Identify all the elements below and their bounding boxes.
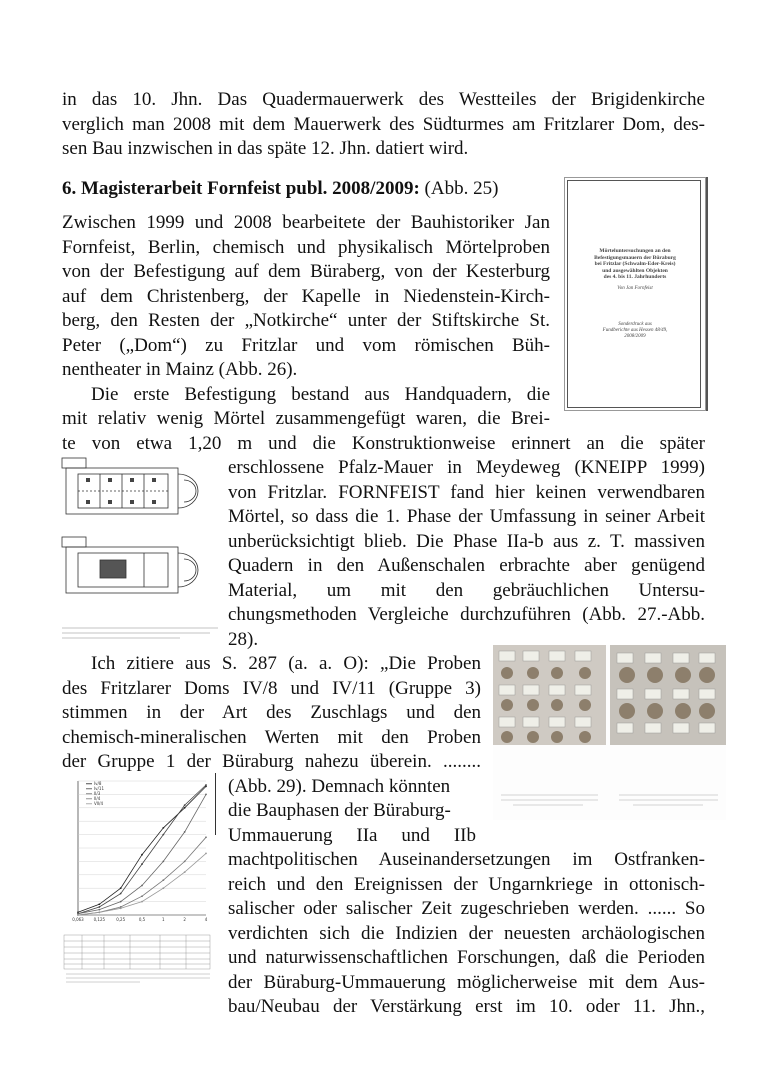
chart-point: [184, 804, 186, 806]
para2-line-10: chungsmethoden Vergleiche durchzuführen (Abb. 27.-Abb.: [228, 604, 705, 625]
chart-x-tick-label: 1: [162, 917, 165, 922]
chart-point: [120, 901, 122, 903]
book-cover-footer: [573, 322, 697, 340]
para2-line-5: von Fritzlar. FORNFEIST fand hier keinen verwendbaren: [228, 481, 705, 503]
grain-size-chart-figure: [60, 775, 216, 990]
chart-point: [98, 906, 100, 908]
para3-line-9: machtpolitischen Auseinandersetzungen im Ostfranken-: [228, 849, 705, 870]
chart-x-tick-label: 2: [183, 917, 186, 922]
chart-point: [141, 863, 143, 865]
mortar-samples-photo: [493, 645, 726, 820]
book-footer-line-1: Sonderdruck aus: [618, 322, 652, 327]
para2-line-4: erschlossene Pfalz-Mauer in Meydeweg (KNEIPP 1999): [228, 457, 705, 478]
chart-legend-label: II/4: [94, 796, 101, 801]
book-cover-title: [573, 248, 697, 281]
book-title-line-5: des 4. bis 11. Jahrhunderts: [603, 274, 667, 281]
chart-series-line: [78, 837, 206, 915]
chart-point: [141, 901, 143, 903]
chart-point: [184, 831, 186, 833]
grain-size-chart: [60, 775, 216, 990]
chart-point: [205, 852, 207, 854]
book-cover-figure: [564, 177, 706, 411]
chart-point: [141, 885, 143, 887]
chart-point: [162, 827, 164, 829]
chart-point: [184, 807, 186, 809]
chart-point: [162, 834, 164, 836]
chart-x-tick-label: 0,5: [138, 917, 146, 922]
para3-line-5: der Gruppe 1 der Büraburg nahezu überein. ........: [62, 751, 481, 772]
chart-point: [98, 911, 100, 913]
para3-line-15: bau/Neubau der Verstärkung erst im 10. oder 11. Jhn.,: [228, 996, 705, 1017]
chart-point: [141, 895, 143, 897]
figure-divider: [215, 773, 216, 835]
para3-line-7: die Bauphasen der Büraburg-: [228, 800, 451, 821]
para1-line-3: von der Befestigung auf dem Büraberg, von der Kesterburg: [62, 261, 550, 282]
chart-x-tick-label: 4: [204, 917, 208, 922]
para1-line-5: berg, den Resten der „Notkirche“ unter der Stiftskirche St.: [62, 310, 550, 331]
para2-line-6: Mörtel, so dass die 1. Phase der Umfassung in seiner Arbeit: [228, 506, 705, 527]
chart-point: [184, 871, 186, 873]
section-heading: [62, 177, 498, 202]
para3-line-13: und naturwissenschaftlichen Forschungen, daß die Perioden: [228, 947, 705, 968]
chart-point: [98, 903, 100, 905]
chart-point: [120, 887, 122, 889]
chart-point: [77, 914, 79, 916]
para2-line-9: Material, um mit den gebräuchlichen Untersu-: [228, 579, 705, 601]
para2-line-2: mit relativ wenig Mörtel zusammengefügt waren, die Brei-: [62, 408, 550, 429]
para3-line-10: reich und den Ereignissen der Ungarnkriege in ottonisch-: [228, 873, 705, 895]
book-title-line-2: Befestigungsmauern der Büraburg: [594, 254, 676, 261]
para2-line-8: Quadern in den Außenschalen erbrachte aber genügend: [228, 555, 705, 576]
intro-line-1: in das 10. Jhn. Das Quadermauerwerk des Westteiles der Brigidenkirche: [62, 89, 705, 110]
section-heading-ref: (Abb. 25): [419, 178, 499, 199]
para1-line-4: auf dem Christenberg, der Kapelle in Niedenstein-Kirch-: [62, 285, 550, 307]
chart-point: [205, 794, 207, 796]
chart-legend-label: VII/4: [94, 801, 103, 806]
chart-point: [205, 784, 207, 786]
para2-line-3: te von etwa 1,20 m und die Konstruktionweise erinnert an die später: [62, 432, 705, 454]
chart-point: [184, 861, 186, 863]
chart-point: [205, 836, 207, 838]
para1-line-1: Zwischen 1999 und 2008 bearbeitete der Bauhistoriker Jan: [62, 212, 550, 233]
book-footer-line-2: Fundberichte aus Hessen 48/49,: [602, 328, 668, 333]
section-heading-bold: 6. Magisterarbeit Fornfeist publ. 2008/2009:: [62, 178, 420, 199]
para1-line-2: Fornfeist, Berlin, chemisch und physikalisch Mörtelproben: [62, 236, 550, 258]
book-title-line-3: bei Fritzlar (Schwalm-Eder-Kreis): [594, 261, 676, 268]
para1-line-6: Peter („Dom“) zu Fritzlar und vom römischen Büh-: [62, 334, 550, 356]
chart-x-tick-label: 0,063: [72, 917, 84, 922]
samples-photo-drawing: [493, 645, 726, 820]
chart-point: [162, 887, 164, 889]
chart-point: [141, 854, 143, 856]
book-cover-author: Von Jan Fornfeist: [617, 286, 653, 291]
book-title-line-4: und ausgewählten Objekten: [602, 267, 668, 274]
para3-line-1: Ich zitiere aus S. 287 (a. a. O): „Die Proben: [91, 653, 481, 674]
intro-line-3: sen Bau inzwischen in das späte 12. Jhn. datiert wird.: [62, 138, 469, 159]
book-footer-line-3: 2008/2009: [624, 334, 646, 339]
para3-line-12: verdichten sich die Indizien der neuesten archäologischen: [228, 922, 705, 944]
para1-line-7: nentheater in Mainz (Abb. 26).: [62, 359, 298, 380]
chart-point: [120, 893, 122, 895]
chart-table: [64, 935, 210, 982]
chart-point: [162, 861, 164, 863]
chart-x-tick-label: 0,25: [116, 917, 126, 922]
chart-series-line: [78, 853, 206, 915]
para3-line-3: stimmen in der Art des Zuschlags und den: [62, 702, 481, 723]
book-title-line-1: Mörteluntersuchungen an den: [599, 248, 671, 254]
intro-line-2: verglich man 2008 mit dem Mauerwerk des Südturmes am Fritzlarer Dom, des-: [62, 113, 705, 135]
para2-line-11: 28).: [228, 628, 259, 650]
para3-line-8: Ummauerung IIa und IIb: [228, 824, 476, 846]
para3-line-4: chemisch-mineralischen Werten mit den Proben: [62, 726, 481, 748]
chart-point: [98, 909, 100, 911]
chart-point: [120, 907, 122, 909]
para3-line-2: des Fritzlarer Doms IV/8 und IV/11 (Gruppe 3): [62, 677, 481, 699]
para2-line-7: unberücksichtigt blieb. Die Phase IIa-b aus z. T. massiven: [228, 530, 705, 552]
para3-line-6: (Abb. 29). Demnach könnten: [228, 775, 451, 797]
para2-line-1: Die erste Befestigung bestand aus Handquadern, die: [91, 383, 550, 405]
chart-legend-label: Iv/8: [94, 781, 102, 786]
church-plan-figure: [60, 452, 220, 642]
chart-legend-label: Iv/11: [94, 786, 104, 791]
chart-point: [162, 879, 164, 881]
church-plan-drawing: [60, 452, 220, 642]
para3-line-11: salischer oder salischer Zeit zugeschrieben werden. ...... So: [228, 898, 705, 919]
chart-x-tick-label: 0,125: [93, 917, 106, 922]
para3-line-14: der Büraburg-Ummauerung möglicherweise mit dem Aus-: [228, 971, 705, 993]
chart-legend-label: II/3: [94, 791, 101, 796]
